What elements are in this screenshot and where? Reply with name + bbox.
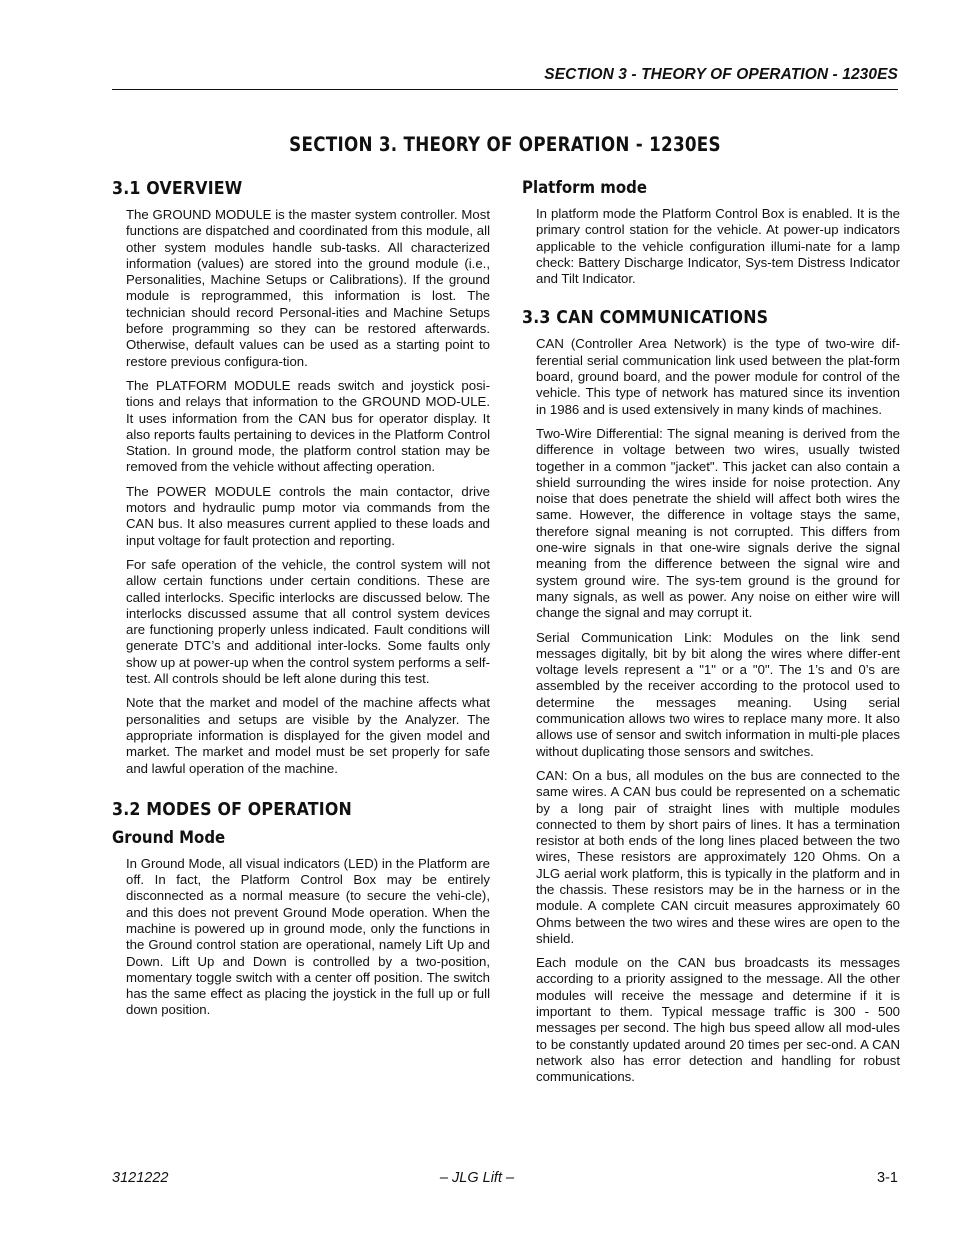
platform-mode-paragraph: In platform mode the Platform Control Box is enabled. It is the primary control station for the vehicle. At power-up indicators applicable to the vehicle configuration illumi-nate for a lamp check: Battery Discharge Indicator, Sys-tem Distress Indicator and Tilt Indicator. — [536, 206, 900, 287]
overview-paragraph-4: For safe operation of the vehicle, the control system will not allow certain functions under certain conditions. These are called interlocks. Specific interlocks are discussed below. The interlocks discussed assume that all control system devices are functioning properly unless indicated. Fault conditions will generate DTC’s and additional inter-locks. Some faults only show up at power-up when the control system performs a self-test. All controls should be left alone during this test. — [126, 556, 490, 687]
ground-mode-heading: Ground Mode — [112, 827, 226, 848]
footer-doc-number: 3121222 — [112, 1170, 169, 1186]
overview-paragraph-1: The GROUND MODULE is the master system controller. Most functions are dispatched and coordinated from this module, all other system modules handle sub-tasks. All characterized information (values) are stored into the ground module (i.e., Personalities, Machine Setups or Calibrations). If the ground module is reprogrammed, this information is lost. The technician should record Personal-ities and Machine Setups before programming so they can be restored afterwards. Otherwise, default values can be used as a starting point to restore previous configura-tion. — [126, 207, 490, 369]
footer-center: – JLG Lift – — [439, 1170, 515, 1186]
modes-heading: 3.2 MODES OF OPERATION — [112, 798, 352, 820]
header-rule — [112, 89, 898, 90]
overview-paragraph-3: The POWER MODULE controls the main contactor, drive motors and hydraulic pump motor via commands from the CAN bus. It also measures current applied to these loads and input voltage for fault protection and reporting. — [126, 483, 490, 548]
left-column — [112, 178, 490, 1027]
section-title: SECTION 3. THEORY OF OPERATION - 1230ES — [289, 133, 721, 156]
can-paragraph-2: Two-Wire Differential: The signal meaning is derived from the difference in voltage between two wires, usually twisted together in a common "jacket". This jacket can also contain a shield surrounding the wires inside for noise protection. Any noise that does penetrate the shield will affect both wires the same. However, the difference in voltage stays the same, therefore signal meaning is not corrupted. This differs from one-wire signals in that one-wire signals derive the signal meaning from the difference between the signal wire and system ground wire. The sys-tem ground is the ground for many signals, as well as power. Any noise on either wire will change the signal and may corrupt it. — [536, 425, 900, 621]
can-paragraph-1: CAN (Controller Area Network) is the type of two-wire dif-ferential serial communication link used between the plat-form board, ground board, and the power module for control of the vehicle. This type of network has matured since its invention in 1986 and is used extensively in many kinds of machines. — [536, 336, 900, 417]
can-heading: 3.3 CAN COMMUNICATIONS — [522, 307, 769, 329]
ground-mode-paragraph: In Ground Mode, all visual indicators (LED) in the Platform are off. In fact, the Platform Control Box may be entirely disconnected as a normal measure (to secure the vehi-cle), and this does not prevent Ground Mode operation. When the machine is powered up in ground mode, only the functions in the Ground control station are operational, namely Lift Up and Down. Lift Up and Down is controlled by a two-position, momentary toggle switch with a center off position. The switch has the same effect as placing the joystick in the full up or full down position. — [126, 855, 490, 1018]
can-paragraph-4: CAN: On a bus, all modules on the bus are connected to the same wires. A CAN bus could be represented on a schematic by a long pair of straight lines with multiple modules connected to them by short pairs of lines. It has a termination resistor at both ends of the long lines placed between the two wires, These resistors are approximately 120 Ohms. On a JLG aerial work platform, this is typically in the platform and in the chassis. These resistors may be in the harness or in the module. A complete CAN circuit measures approximately 60 Ohms between the two wires and these wires are open to the shield. — [536, 767, 900, 946]
overview-paragraph-2: The PLATFORM MODULE reads switch and joystick posi-tions and relays that information to the GROUND MOD-ULE. It uses information from the CAN bus for operator display. It also reports faults pertaining to devices in the Platform Control Station. In ground mode, the platform control station may be removed from the vehicle without affecting operation. — [126, 377, 490, 475]
overview-heading: 3.1 OVERVIEW — [112, 178, 243, 199]
can-paragraph-5: Each module on the CAN bus broadcasts its messages according to a priority assigned to the message. All the other modules will receive the message and determine if it is important to them. Typical message traffic is 300 - 500 messages per second. The high bus speed allow all mod-ules to be constantly updated around 20 times per sec-ond. A CAN network also has error detection and handling for robust communications. — [536, 955, 900, 1085]
can-paragraph-3: Serial Communication Link: Modules on the link send messages digitally, bit by bit along the wires where differ-ent voltage levels represent a "1" or a "0". The 1’s and 0’s are assembled by the receiver according to the protocol used to determine the messages meaning. Using serial communication allows two wires to replace many more. It also allows use of sensor and switch information in multi-ple places without duplicating those sensors and switches. — [536, 629, 900, 759]
footer-page-number: 3-1 — [877, 1170, 898, 1186]
right-column — [522, 178, 900, 1094]
running-header: SECTION 3 - THEORY OF OPERATION - 1230ES — [544, 66, 898, 83]
platform-mode-heading: Platform mode — [522, 178, 648, 198]
overview-paragraph-5: Note that the market and model of the machine affects what personalities and setups are visible by the Analyzer. The appropriate information is displayed for the given model and market. The market and model must be set properly for safe and lawful operation of the machine. — [126, 695, 490, 776]
